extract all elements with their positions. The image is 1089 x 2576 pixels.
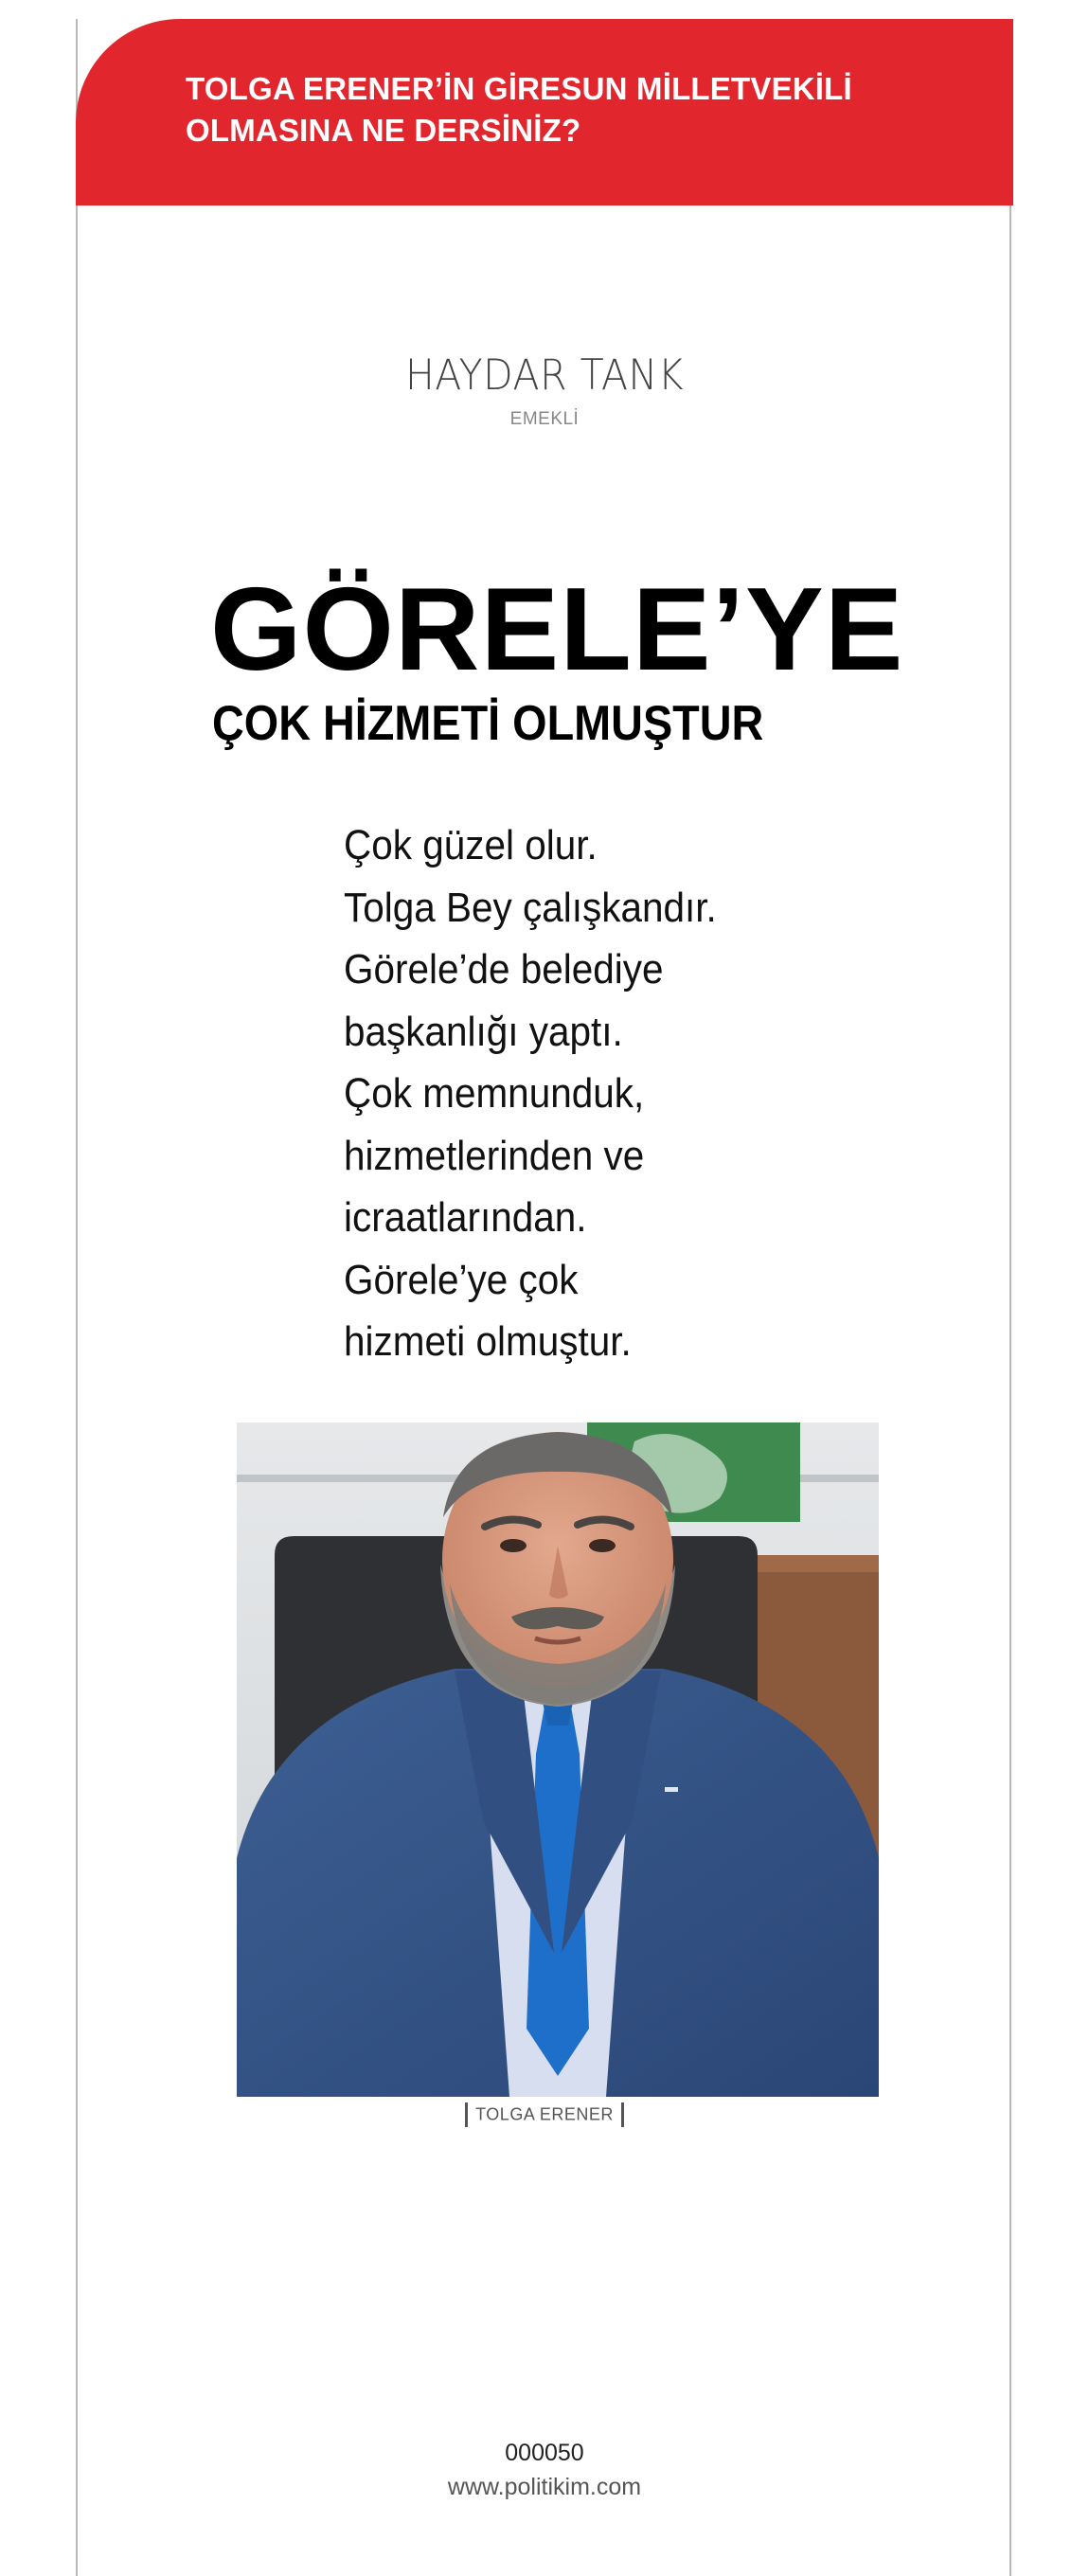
quote-line: Görele’ye çok [344, 1256, 579, 1303]
banner-title: TOLGA ERENER’İN GİRESUN MİLLETVEKİLİ OLMASINA NE DERSİNİZ? [186, 71, 852, 148]
subheadline: ÇOK HİZMETİ OLMUŞTUR [212, 696, 764, 751]
footer-code: 000050 [505, 2440, 584, 2466]
author-name: HAYDAR TANK [404, 350, 685, 400]
quote-line: icraatlarından. [344, 1194, 587, 1241]
quote-line: Çok güzel olur. [344, 822, 598, 868]
portrait-photo [237, 1422, 879, 2097]
quote-line: Tolga Bey çalışkandır. [344, 884, 717, 931]
author-role: EMEKLİ [509, 409, 580, 429]
quote-block [344, 814, 874, 1373]
caption-text: TOLGA ERENER [475, 2104, 614, 2124]
photo-caption [0, 2102, 1089, 2127]
quote-line: hizmeti olmuştur. [344, 1318, 632, 1365]
quote-line: hizmetlerinden ve [344, 1132, 645, 1179]
quote-line: Çok memnunduk, [344, 1070, 645, 1117]
header-banner [76, 19, 1013, 206]
caption-divider [465, 2102, 468, 2127]
quote-line: Görele’de belediye [344, 946, 664, 993]
footer-url: www.politikim.com [447, 2474, 642, 2500]
headline: GÖRELE’YE [210, 564, 904, 695]
caption-divider [621, 2102, 624, 2127]
quote-line: başkanlığı yaptı. [344, 1008, 623, 1055]
